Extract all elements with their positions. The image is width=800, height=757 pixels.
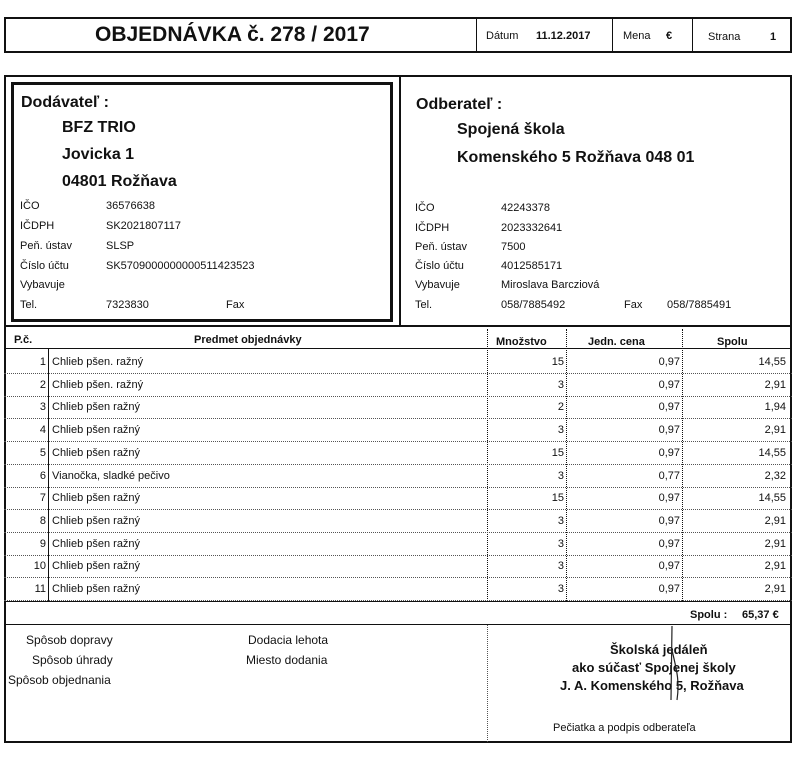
supplier-city: 04801 Rožňava bbox=[62, 173, 177, 190]
row-total: 14,55 bbox=[758, 356, 786, 368]
row-number: 1 bbox=[39, 356, 46, 368]
table-row bbox=[4, 555, 792, 578]
row-unit-price: 0,97 bbox=[658, 583, 680, 595]
customer-handler-value: Miroslava Barcziová bbox=[501, 279, 600, 291]
row-qty: 3 bbox=[557, 537, 564, 550]
row-total: 1,94 bbox=[764, 401, 786, 414]
col-header-no: P.č. bbox=[14, 334, 33, 346]
delivery-place-label: Miesto dodania bbox=[246, 653, 328, 667]
stamp-line-2: ako súčasť Spojenej školy bbox=[572, 660, 736, 675]
row-number: 5 bbox=[39, 446, 46, 459]
customer-address: Komenského 5 Rožňava 048 01 bbox=[457, 149, 695, 166]
customer-tel-value: 058/7885492 bbox=[501, 299, 566, 311]
row-total: 2,91 bbox=[764, 583, 786, 595]
row-unit-price: 0,97 bbox=[658, 446, 680, 459]
row-number: 10 bbox=[33, 560, 46, 573]
row-total: 2,32 bbox=[764, 469, 786, 482]
row-item: Chlieb pšen. ražný bbox=[52, 378, 144, 391]
row-qty: 3 bbox=[557, 469, 564, 482]
customer-fax-label: Fax bbox=[624, 299, 643, 311]
table-row bbox=[4, 351, 792, 374]
row-qty: 15 bbox=[551, 446, 564, 459]
row-number: 11 bbox=[34, 583, 46, 595]
table-row bbox=[4, 465, 792, 488]
customer-handler-label: Vybavuje bbox=[415, 279, 460, 291]
header-divider bbox=[612, 18, 613, 52]
customer-bank-value: 7500 bbox=[501, 241, 526, 253]
customer-account-label: Číslo účtu bbox=[415, 260, 464, 272]
row-number: 9 bbox=[39, 537, 46, 550]
header-divider bbox=[692, 18, 693, 52]
col-header-item: Predmet objednávky bbox=[194, 334, 302, 346]
row-qty: 3 bbox=[557, 424, 564, 437]
row-unit-price: 0,97 bbox=[658, 514, 680, 527]
row-qty: 15 bbox=[551, 356, 564, 368]
customer-fax-value: 058/7885491 bbox=[667, 299, 732, 311]
row-total: 2,91 bbox=[764, 378, 786, 391]
supplier-ico-value: 36576638 bbox=[106, 200, 155, 212]
row-qty: 15 bbox=[551, 492, 564, 505]
row-number: 8 bbox=[39, 514, 46, 527]
supplier-heading: Dodávateľ : bbox=[21, 94, 109, 111]
date-value: 11.12.2017 bbox=[536, 30, 591, 42]
table-row bbox=[4, 374, 792, 397]
col-header-qty: Množstvo bbox=[496, 336, 547, 348]
stamp-line-3: J. A. Komenského 5, Rožňava bbox=[560, 678, 744, 693]
supplier-account-label: Číslo účtu bbox=[20, 260, 69, 272]
supplier-ico-label: IČO bbox=[20, 200, 40, 212]
row-item: Chlieb pšen ražný bbox=[52, 446, 141, 459]
delivery-term-label: Dodacia lehota bbox=[248, 633, 329, 647]
customer-account-value: 4012585171 bbox=[501, 260, 563, 272]
supplier-handler-label: Vybavuje bbox=[20, 279, 65, 291]
supplier-street: Jovicka 1 bbox=[62, 146, 135, 163]
row-item: Chlieb pšen ražný bbox=[52, 492, 141, 505]
page-label: Strana bbox=[708, 31, 741, 43]
customer-heading: Odberateľ : bbox=[416, 96, 503, 113]
row-total: 2,91 bbox=[764, 537, 786, 550]
stamp-line-1: Školská jedáleň bbox=[610, 642, 708, 657]
supplier-name: BFZ TRIO bbox=[62, 119, 136, 136]
row-unit-price: 0,97 bbox=[658, 378, 680, 391]
row-unit-price: 0,97 bbox=[658, 492, 680, 505]
row-total: 14,55 bbox=[758, 446, 786, 459]
table-top-rule bbox=[4, 325, 792, 327]
table-bottom-rule bbox=[4, 601, 792, 602]
customer-ico-label: IČO bbox=[415, 202, 435, 214]
sum-rule bbox=[4, 624, 792, 625]
ordering-label: Spôsob objednania bbox=[8, 673, 111, 687]
row-number: 2 bbox=[39, 378, 46, 391]
col-header-total: Spolu bbox=[717, 336, 748, 348]
row-total: 2,91 bbox=[764, 514, 786, 527]
row-unit-price: 0,77 bbox=[658, 469, 680, 482]
footer-divider bbox=[487, 625, 488, 742]
table-row bbox=[4, 442, 792, 465]
party-divider bbox=[399, 76, 401, 326]
table-row bbox=[4, 510, 792, 533]
currency-value: € bbox=[666, 30, 673, 42]
row-total: 2,91 bbox=[764, 424, 786, 437]
customer-tel-label: Tel. bbox=[415, 299, 433, 311]
row-qty: 3 bbox=[557, 560, 564, 573]
header-divider bbox=[476, 18, 477, 52]
supplier-icdph-label: IČDPH bbox=[20, 220, 55, 232]
table-row bbox=[4, 419, 792, 442]
row-number: 3 bbox=[39, 401, 46, 414]
order-title: OBJEDNÁVKA č. 278 / 2017 bbox=[95, 23, 370, 46]
page-value: 1 bbox=[770, 31, 777, 43]
signature-label: Pečiatka a podpis odberateľa bbox=[553, 722, 696, 734]
currency-label: Mena bbox=[623, 30, 651, 42]
supplier-tel-label: Tel. bbox=[20, 299, 38, 311]
row-total: 2,91 bbox=[764, 560, 786, 573]
row-qty: 3 bbox=[557, 514, 564, 527]
supplier-bank-label: Peň. ústav bbox=[20, 240, 72, 252]
row-unit-price: 0,97 bbox=[658, 537, 680, 550]
table-row bbox=[4, 533, 792, 556]
supplier-fax-label: Fax bbox=[226, 299, 245, 311]
row-unit-price: 0,97 bbox=[658, 560, 680, 573]
supplier-tel-value: 7323830 bbox=[106, 299, 149, 311]
row-unit-price: 0,97 bbox=[658, 401, 680, 414]
table-header-rule bbox=[4, 348, 792, 349]
row-item: Chlieb pšen ražný bbox=[52, 514, 141, 527]
table-row bbox=[4, 396, 792, 419]
row-item: Chlieb pšen ražný bbox=[52, 424, 141, 437]
row-item: Chlieb pšen ražný bbox=[52, 401, 141, 414]
row-item: Chlieb pšen ražný bbox=[52, 560, 141, 573]
customer-bank-label: Peň. ústav bbox=[415, 241, 467, 253]
row-item: Chlieb pšen ražný bbox=[52, 583, 141, 595]
table-row bbox=[4, 487, 792, 510]
row-qty: 3 bbox=[557, 378, 564, 391]
row-item: Chlieb pšen. ražný bbox=[52, 356, 144, 368]
row-item: Chlieb pšen ražný bbox=[52, 537, 141, 550]
sum-label: Spolu : bbox=[690, 609, 728, 621]
row-number: 6 bbox=[39, 469, 46, 482]
row-item: Vianočka, sladké pečivo bbox=[52, 469, 170, 482]
transport-label: Spôsob dopravy bbox=[26, 633, 113, 647]
supplier-box bbox=[11, 82, 393, 322]
sum-value: 65,37 € bbox=[742, 609, 779, 621]
row-unit-price: 0,97 bbox=[658, 424, 680, 437]
row-qty: 2 bbox=[557, 401, 564, 414]
customer-name: Spojená škola bbox=[457, 121, 565, 138]
customer-icdph-value: 2023332641 bbox=[501, 222, 563, 234]
row-number: 7 bbox=[39, 492, 46, 505]
row-qty: 3 bbox=[557, 583, 564, 595]
supplier-bank-value: SLSP bbox=[106, 240, 135, 252]
row-number: 4 bbox=[39, 424, 46, 437]
supplier-icdph-value: SK2021807117 bbox=[106, 220, 182, 232]
date-label: Dátum bbox=[486, 30, 519, 42]
row-total: 14,55 bbox=[758, 492, 786, 505]
table-row bbox=[4, 578, 792, 601]
payment-label: Spôsob úhrady bbox=[32, 653, 113, 667]
supplier-account-value: SK5709000000000511423523 bbox=[106, 260, 255, 272]
col-header-unit: Jedn. cena bbox=[588, 336, 645, 348]
customer-ico-value: 42243378 bbox=[501, 202, 550, 214]
customer-icdph-label: IČDPH bbox=[415, 222, 450, 234]
row-unit-price: 0,97 bbox=[658, 356, 680, 368]
